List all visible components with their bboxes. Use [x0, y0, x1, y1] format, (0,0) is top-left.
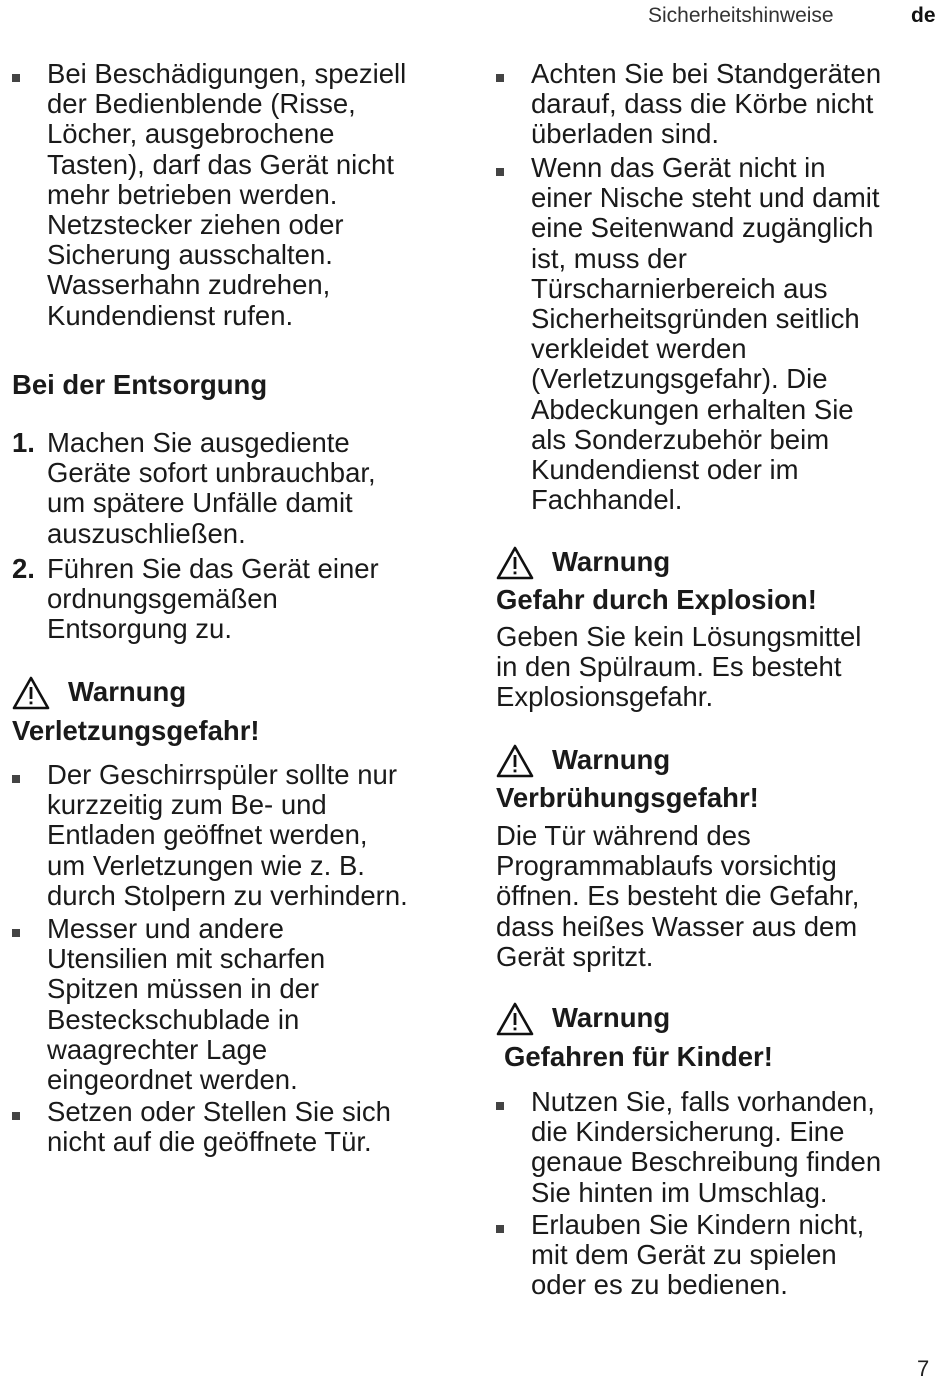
warning-triangle-icon	[496, 744, 534, 778]
step-number: 2.	[12, 553, 35, 584]
warning-bullet-text: Der Geschirrspüler sollte nur kurzzeitig zum Be- und Entladen geöffnet werden, um Verletzungen wie z. B. durch Stolpern zu verhindern.	[47, 759, 408, 911]
warning-triangle-icon	[496, 546, 534, 580]
warning-label: Warnung	[552, 1002, 671, 1033]
disposal-heading: Bei der Entsorgung	[12, 369, 268, 400]
bullet-square-icon	[12, 1112, 20, 1120]
bullet-square-icon	[12, 74, 20, 82]
step-number: 1.	[12, 427, 35, 458]
step-text: Machen Sie ausgediente Geräte sofort unbrauchbar, um spätere Unfälle damit auszuschließen.	[47, 427, 376, 549]
bullet-text: Wenn das Gerät nicht in einer Nische steht und damit eine Seitenwand zugänglich ist, muss der Türscharnierbereich aus Sicherheitsgründen seitlich verkleidet werden (Verletzungsgefahr). Die Abdeckungen erhalten Sie als Sonderzubehör beim Kundendienst oder im Fachhandel.	[531, 152, 880, 516]
warning-title: Gefahren für Kinder!	[504, 1041, 773, 1072]
page-number: 7	[917, 1356, 930, 1381]
bullet-square-icon	[496, 74, 504, 82]
warning-title: Verbrühungsgefahr!	[496, 782, 759, 813]
warning-text: Geben Sie kein Lösungsmittel in den Spülraum. Es besteht Explosionsgefahr.	[496, 621, 862, 713]
warning-triangle-icon	[12, 676, 50, 710]
running-header-section: Sicherheitshinweise	[648, 4, 834, 27]
damage-bullet-text: Bei Beschädigungen, speziell der Bedienblende (Risse, Löcher, ausgebrochene Tasten), darf das Gerät nicht mehr betrieben werden. Netzstecker ziehen oder Sicherung ausschalten. Wasserhahn zudrehen, Kundendienst rufen.	[47, 58, 407, 331]
language-code: de	[911, 4, 936, 27]
warning-bullet-text: Setzen oder Stellen Sie sich nicht auf die geöffnete Tür.	[47, 1096, 391, 1158]
warning-label: Warnung	[552, 744, 671, 775]
warning-bullet-text: Nutzen Sie, falls vorhanden, die Kindersicherung. Eine genaue Beschreibung finden Sie hinten im Umschlag.	[531, 1086, 882, 1208]
warning-title: Verletzungsgefahr!	[12, 715, 260, 746]
bullet-square-icon	[12, 929, 20, 937]
warning-bullet-text: Erlauben Sie Kindern nicht, mit dem Gerät zu spielen oder es zu bedienen.	[531, 1209, 865, 1301]
step-text: Führen Sie das Gerät einer ordnungsgemäßen Entsorgung zu.	[47, 553, 379, 645]
bullet-text: Achten Sie bei Standgeräten darauf, dass die Körbe nicht überladen sind.	[531, 58, 882, 150]
warning-label: Warnung	[552, 546, 671, 577]
warning-bullet-text: Messer und andere Utensilien mit scharfen Spitzen müssen in der Besteckschublade in waagrechter Lage eingeordnet werden.	[47, 913, 326, 1096]
warning-triangle-icon	[496, 1002, 534, 1036]
bullet-square-icon	[12, 775, 20, 783]
bullet-square-icon	[496, 1102, 504, 1110]
bullet-square-icon	[496, 168, 504, 176]
warning-label: Warnung	[68, 676, 187, 707]
warning-title: Gefahr durch Explosion!	[496, 584, 817, 615]
warning-text: Die Tür während des Programmablaufs vorsichtig öffnen. Es besteht die Gefahr, dass heißes Wasser aus dem Gerät spritzt.	[496, 820, 860, 972]
bullet-square-icon	[496, 1225, 504, 1233]
